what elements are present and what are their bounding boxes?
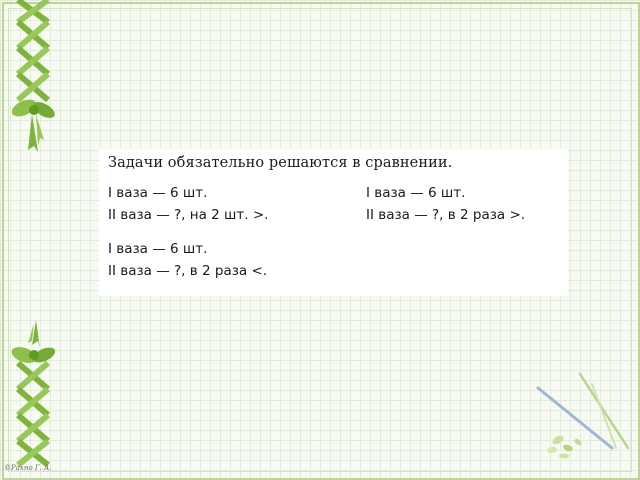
paintbrushes-icon [530,370,640,465]
problem-3 [108,238,267,282]
problem-2 [366,182,525,226]
problem-3-line-1: I ваза — 6 шт. [108,241,208,257]
problem-1-line-1: I ваза — 6 шт. [108,185,208,201]
problem-2-line-1: I ваза — 6 шт. [366,185,466,201]
ribbon-bow-top-icon [0,0,70,170]
problem-1-line-2: II ваза — ?, на 2 шт. >. [108,207,269,223]
problem-1 [108,182,268,226]
problem-3-line-2: II ваза — ?, в 2 раза <. [108,263,268,279]
task-card [99,149,568,296]
ribbon-bow-bottom-icon [0,315,70,480]
task-heading: Задачи обязательно решаются в сравнении. [108,155,453,171]
author-credit: ©Рахно Г. А. [4,464,52,472]
problem-2-line-2: II ваза — ?, в 2 раза >. [366,207,526,223]
